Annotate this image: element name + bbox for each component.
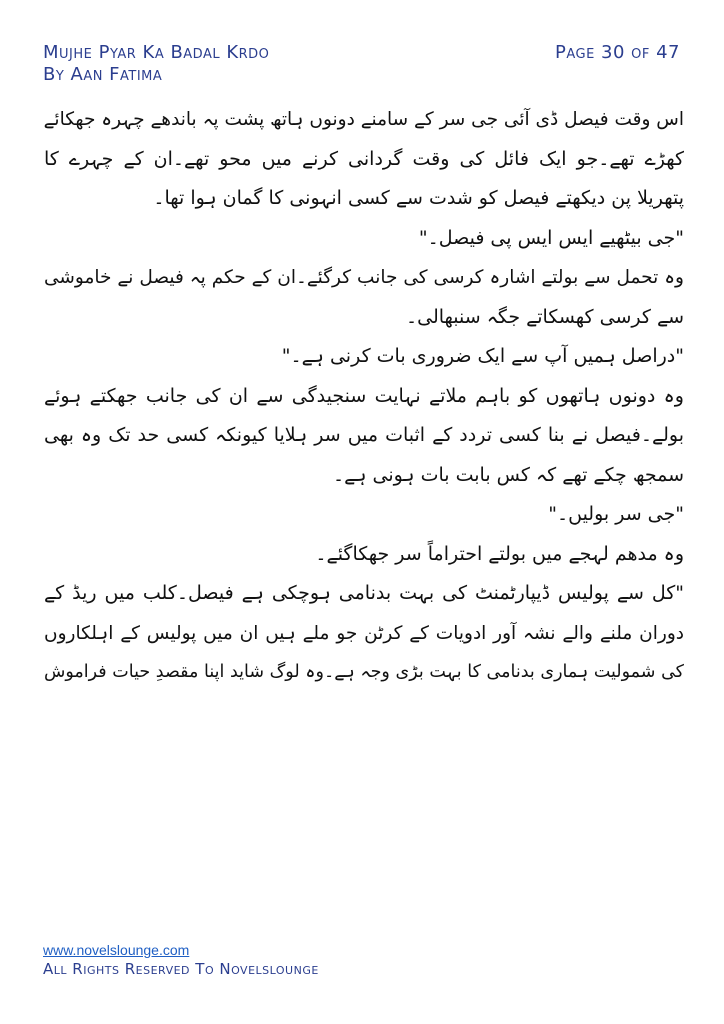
text-line: وہ دونوں ہاتھوں کو باہم ملاتے نہایت سنجیدگی سے ان کی جانب جھکتے ہوئے bbox=[44, 384, 684, 407]
text-line: وہ مدھم لہجے میں بولتے احتراماً سر جھکاگئے۔ bbox=[315, 542, 684, 565]
text-line: "کل سے پولیس ڈیپارٹمنٹ کی بہت بدنامی ہوچکی ہے فیصل۔کلب میں ریڈ کے bbox=[44, 582, 684, 604]
page-number: Page 30 of 47 bbox=[555, 42, 680, 63]
text-line: "جی سر بولیں۔" bbox=[548, 503, 684, 525]
text-line: "جی بیٹھیے ایس ایس پی فیصل۔" bbox=[418, 226, 684, 249]
text-line: اس وقت فیصل ڈی آئی جی سر کے سامنے دونوں ہاتھ پشت پہ باندھے چہرہ جھکائے bbox=[44, 109, 684, 130]
text-line: سمجھ چکے تھے کہ کس بابت بات ہونی ہے۔ bbox=[333, 463, 684, 486]
text-line: بولے۔فیصل نے بنا کسی تردد کے اثبات میں سر ہلایا کیونکہ کسی حد تک وہ بھی bbox=[44, 424, 684, 446]
text-line: کھڑے تھے۔جو ایک فائل کی وقت گردانی کرنے میں محو تھے۔ان کے چہرے کا bbox=[44, 147, 684, 170]
text-line: وہ تحمل سے بولتے اشارہ کرسی کی جانب کرگئے۔ان کے حکم پہ فیصل نے خاموشی bbox=[44, 267, 684, 288]
story-text bbox=[44, 100, 684, 693]
text-line: پتھریلا پن دیکھتے فیصل کو شدت سے کسی انہونی کا گمان ہوا تھا۔ bbox=[153, 187, 684, 209]
text-line: کی شمولیت ہماری بدنامی کا بہت بڑی وجہ ہے۔وہ لوگ شاید اپنا مقصدِ حیات فراموش bbox=[44, 662, 684, 682]
website-link[interactable]: www.novelslounge.com bbox=[43, 942, 190, 958]
text-line: "دراصل ہمیں آپ سے ایک ضروری بات کرنی ہے۔" bbox=[281, 345, 684, 367]
text-line: دوران ملنے والے نشہ آور ادویات کے کرٹن جو ملے ہیں ان میں پولیس کے اہلکاروں bbox=[44, 622, 684, 644]
author-name: By Aan Fatima bbox=[43, 64, 163, 85]
novel-title: Mujhe Pyar Ka Badal Krdo bbox=[43, 42, 270, 63]
text-line: سے کرسی کھسکاتے جگہ سنبھالی۔ bbox=[405, 305, 684, 328]
copyright-notice: All Rights Reserved To Novelslounge bbox=[43, 960, 319, 978]
